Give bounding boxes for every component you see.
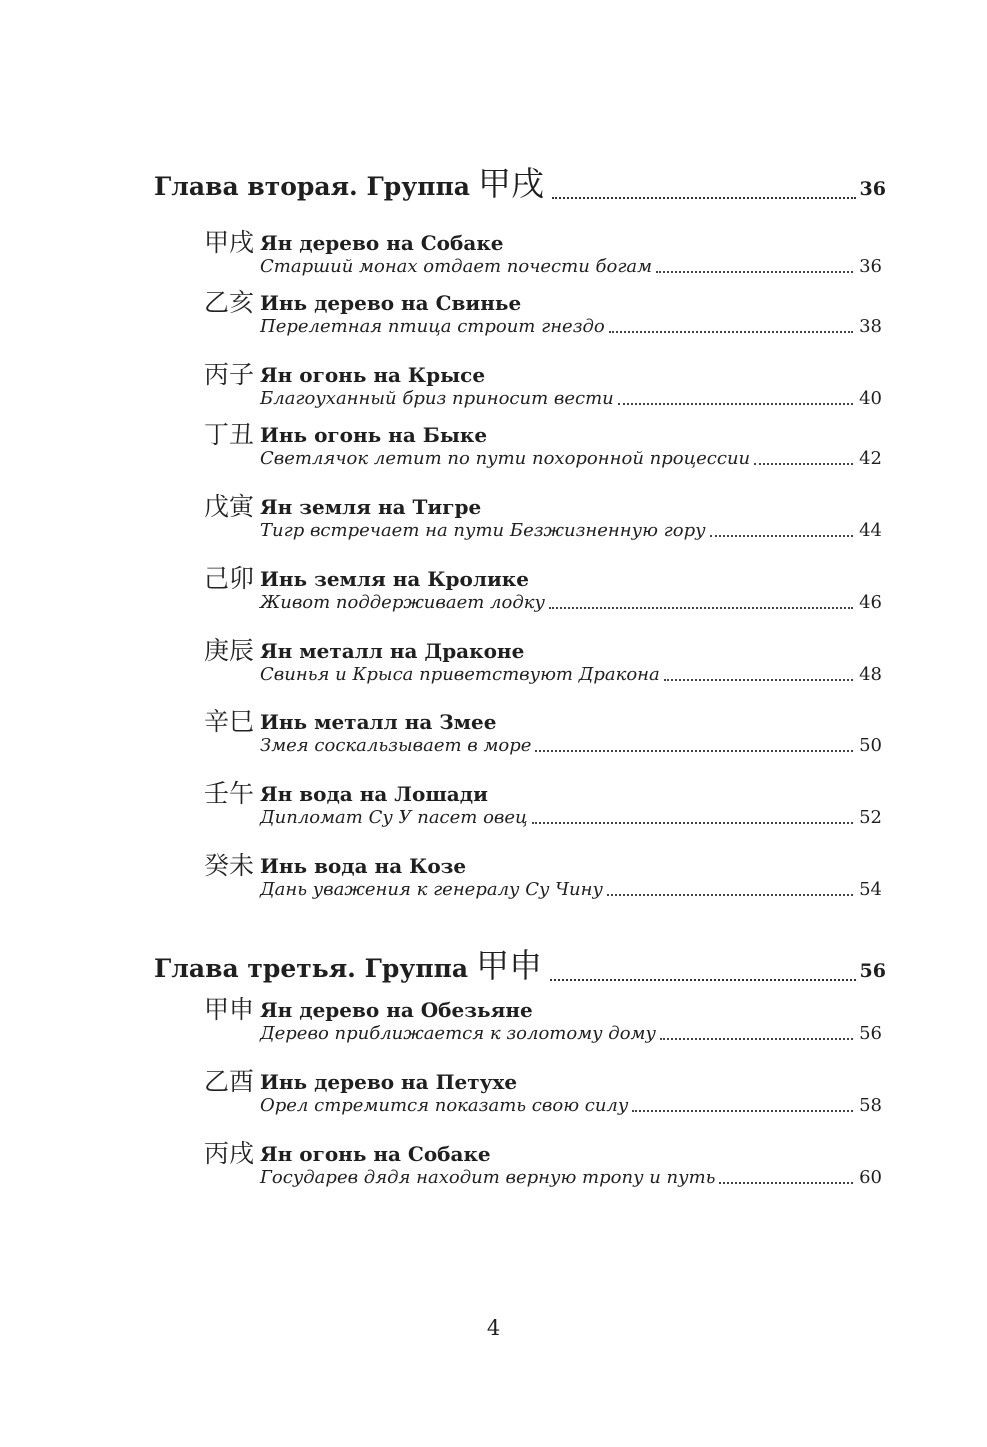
entry-chinese-label: 丙子 <box>203 360 254 389</box>
entry-title: Инь вода на Козе <box>260 854 467 878</box>
entry-title: Инь дерево на Свинье <box>260 291 522 315</box>
entry-title: Ян металл на Драконе <box>260 639 525 663</box>
toc-entry <box>194 707 884 763</box>
entry-chinese-label: 甲戌 <box>203 228 254 257</box>
entry-subtitle: Светлячок летит по пути похоронной процессии <box>260 448 751 469</box>
entry-page-number: 56 <box>859 1023 882 1044</box>
entry-chinese-label: 庚辰 <box>203 636 254 665</box>
toc-entry <box>194 995 884 1051</box>
dot-leader <box>632 1110 853 1112</box>
entry-subline <box>260 879 882 901</box>
toc-entry <box>194 636 884 692</box>
entry-subline <box>260 807 882 829</box>
entry-page-number: 46 <box>859 592 882 613</box>
dot-leader <box>754 463 853 465</box>
dot-leader <box>719 1182 853 1184</box>
chapter-page-number: 36 <box>859 178 886 200</box>
entry-title: Инь дерево на Петухе <box>260 1070 518 1094</box>
entry-chinese-label: 辛巳 <box>203 707 254 736</box>
entry-subline <box>260 448 882 470</box>
entry-chinese-label: 甲申 <box>203 995 254 1024</box>
dot-leader <box>656 271 853 273</box>
entry-page-number: 42 <box>859 448 882 469</box>
dot-leader <box>535 750 853 752</box>
entry-chinese-label: 乙亥 <box>203 288 254 317</box>
entry-subline <box>260 316 882 338</box>
dot-leader <box>609 331 853 333</box>
entry-chinese-label: 壬午 <box>203 779 254 808</box>
entry-subtitle: Орел стремится показать свою силу <box>260 1095 629 1116</box>
chapter-heading <box>154 158 886 205</box>
entry-page-number: 54 <box>859 879 882 900</box>
entry-title: Инь металл на Змее <box>260 710 497 734</box>
toc-entry <box>194 288 884 344</box>
toc-entry <box>194 1139 884 1195</box>
entry-subtitle: Старший монах отдает почести богам <box>260 256 653 277</box>
toc-entry <box>194 360 884 416</box>
entry-subline <box>260 1167 882 1189</box>
entry-subline <box>260 388 882 410</box>
entry-page-number: 40 <box>859 388 882 409</box>
entry-subtitle: Государев дядя находит верную тропу и путь <box>260 1167 716 1188</box>
entry-subtitle: Дерево приближается к золотому дому <box>260 1023 656 1044</box>
entry-subline <box>260 1095 882 1117</box>
entry-subline <box>260 1023 882 1045</box>
toc-entry <box>194 420 884 476</box>
chapter-page-number: 56 <box>859 960 886 982</box>
entry-page-number: 36 <box>859 256 882 277</box>
entry-subtitle: Благоуханный бриз приносит вести <box>260 388 614 409</box>
entry-chinese-label: 己卯 <box>203 564 254 593</box>
toc-entry <box>194 492 884 548</box>
entry-page-number: 50 <box>859 735 882 756</box>
dot-leader <box>607 894 853 896</box>
entry-chinese-label: 乙酉 <box>203 1067 254 1096</box>
entry-subline <box>260 256 882 278</box>
entry-chinese-label: 丙戌 <box>203 1139 254 1168</box>
entry-chinese-label: 戊寅 <box>203 492 254 521</box>
dot-leader <box>618 403 853 405</box>
entry-page-number: 58 <box>859 1095 882 1116</box>
toc-entry <box>194 851 884 907</box>
entry-page-number: 52 <box>859 807 882 828</box>
chapter-chinese-label: 甲申 <box>476 946 543 985</box>
entry-subtitle: Перелетная птица строит гнездо <box>260 316 605 337</box>
entry-subtitle: Тигр встречает на пути Безжизненную гору <box>260 520 706 541</box>
toc-entry <box>194 779 884 835</box>
entry-page-number: 38 <box>859 316 882 337</box>
dot-leader <box>550 979 855 981</box>
entry-chinese-label: 癸未 <box>203 851 254 880</box>
chapter-chinese-label: 甲戌 <box>478 164 544 203</box>
entry-subline <box>260 592 882 614</box>
entry-subtitle: Дипломат Су У пасет овец <box>260 807 528 828</box>
toc-entry <box>194 564 884 620</box>
entry-subtitle: Свинья и Крыса приветствуют Дракона <box>260 664 660 685</box>
entry-title: Ян огонь на Собаке <box>260 1142 491 1166</box>
entry-title: Ян дерево на Собаке <box>260 231 504 255</box>
entry-page-number: 48 <box>859 664 882 685</box>
entry-title: Ян земля на Тигре <box>260 495 482 519</box>
entry-title: Ян дерево на Обезьяне <box>260 998 533 1022</box>
chapter-heading <box>154 940 886 987</box>
entry-subtitle: Дань уважения к генералу Су Чину <box>260 879 603 900</box>
toc-entry <box>194 228 884 284</box>
toc-entry <box>194 1067 884 1123</box>
dot-leader <box>710 535 854 537</box>
dot-leader <box>532 822 853 824</box>
entry-subtitle: Живот поддерживает лодку <box>260 592 545 613</box>
entry-subline <box>260 735 882 757</box>
entry-title: Ян вода на Лошади <box>260 782 488 806</box>
entry-title: Ян огонь на Крысе <box>260 363 486 387</box>
chapter-title: Глава вторая. Группа <box>154 172 470 201</box>
entry-subline <box>260 520 882 542</box>
entry-subtitle: Змея соскальзывает в море <box>260 735 532 756</box>
entry-page-number: 60 <box>859 1167 882 1188</box>
entry-title: Инь земля на Кролике <box>260 567 529 591</box>
dot-leader <box>549 607 853 609</box>
entry-page-number: 44 <box>859 520 882 541</box>
page-number: 4 <box>486 1316 501 1340</box>
chapter-title: Глава третья. Группа <box>154 954 469 983</box>
dot-leader <box>664 679 853 681</box>
entry-chinese-label: 丁丑 <box>203 420 254 449</box>
entry-title: Инь огонь на Быке <box>260 423 488 447</box>
entry-subline <box>260 664 882 686</box>
dot-leader <box>552 197 856 199</box>
dot-leader <box>660 1038 853 1040</box>
